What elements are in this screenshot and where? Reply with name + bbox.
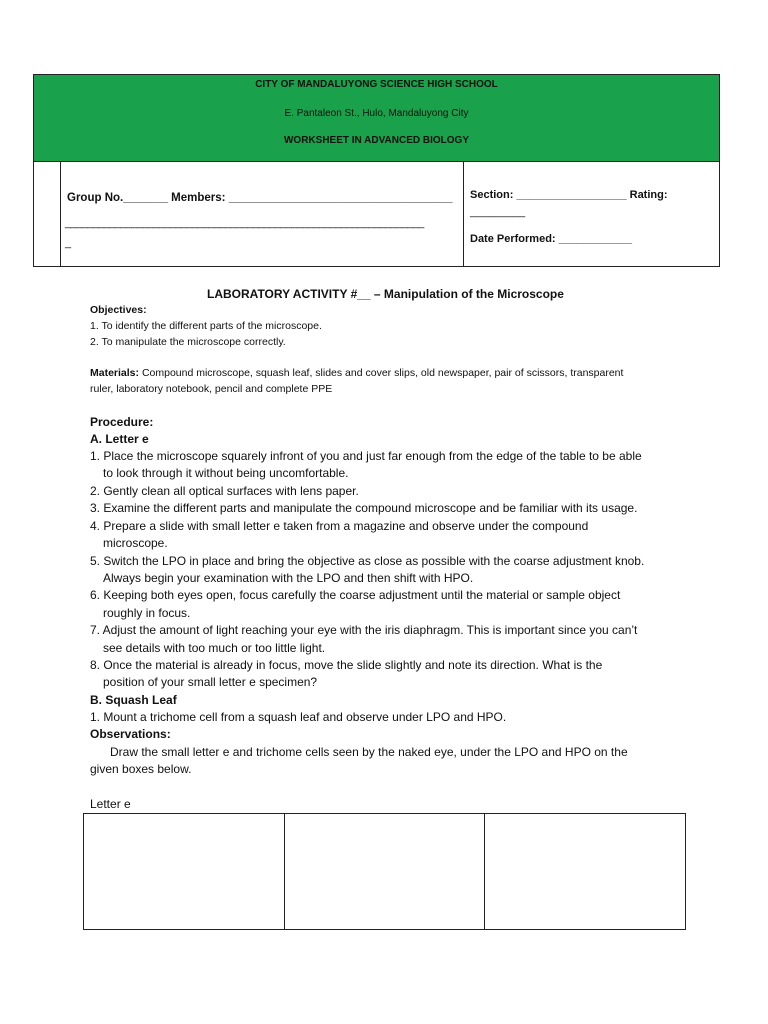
materials-text: Compound microscope, squash leaf, slides and cover slips, old newspaper, pair of scissors, transparent xyxy=(139,367,624,379)
header-table xyxy=(33,74,720,267)
procedure-heading: Procedure: xyxy=(90,415,154,429)
header-banner xyxy=(34,75,719,162)
procedure-line: 3. Examine the different parts and manipulate the compound microscope and be familiar with its usage. xyxy=(90,501,638,515)
procedure-line: 2. Gently clean all optical surfaces with lens paper. xyxy=(90,484,359,498)
procedure-line: to look through it without being uncomfortable. xyxy=(103,466,349,480)
objective-item: 2. To manipulate the microscope correctly. xyxy=(90,336,286,348)
procedure-line: position of your small letter e specimen? xyxy=(103,675,318,689)
objective-item: 1. To identify the different parts of the microscope. xyxy=(90,320,322,332)
materials-line-2: ruler, laboratory notebook, pencil and complete PPE xyxy=(90,383,333,395)
members-blank-line[interactable]: _________________________________________________________________ xyxy=(65,217,424,229)
drawing-box-lpo[interactable] xyxy=(285,814,486,929)
procedure-line: 6. Keeping both eyes open, focus carefully the coarse adjustment until the material or sample object xyxy=(90,588,621,602)
rating-blank[interactable]: _________ xyxy=(470,206,526,218)
materials-label: Materials: xyxy=(90,367,140,379)
materials-line xyxy=(90,367,623,379)
members-blank-tail: _ xyxy=(65,237,72,249)
observations-line: Draw the small letter e and trichome cells seen by the naked eye, under the LPO and HPO on the xyxy=(110,745,628,759)
procedure-line: microscope. xyxy=(103,536,168,550)
group-members-line[interactable]: Group No._______ Members: ___________________________________ xyxy=(67,192,453,204)
activity-title: LABORATORY ACTIVITY #__ – Manipulation of the Microscope xyxy=(207,287,564,301)
section-a-heading: A. Letter e xyxy=(90,432,149,446)
procedure-line: 7. Adjust the amount of light reaching your eye with the iris diaphragm. This is important since you can’t xyxy=(90,623,638,637)
school-address: E. Pantaleon St., Hulo, Mandaluyong City xyxy=(284,108,469,119)
header-fields xyxy=(34,162,719,267)
procedure-line: 4. Prepare a slide with small letter e taken from a magazine and observe under the compound xyxy=(90,519,589,533)
procedure-b-item: 1. Mount a trichome cell from a squash leaf and observe under LPO and HPO. xyxy=(90,710,507,724)
group-members-cell xyxy=(61,162,464,267)
header-blank-cell xyxy=(34,162,61,267)
drawing-boxes xyxy=(83,813,686,930)
procedure-line: Always begin your examination with the LPO and then shift with HPO. xyxy=(103,571,474,585)
drawing-box-hpo[interactable] xyxy=(485,814,685,929)
observations-heading: Observations: xyxy=(90,727,171,741)
drawing-box-naked-eye[interactable] xyxy=(84,814,285,929)
worksheet-title: WORKSHEET IN ADVANCED BIOLOGY xyxy=(283,135,469,146)
school-name: CITY OF MANDALUYONG SCIENCE HIGH SCHOOL xyxy=(255,79,498,90)
procedure-line: 1. Place the microscope squarely infront of you and just far enough from the edge of the table to be able xyxy=(90,449,642,463)
objectives-heading: Objectives: xyxy=(90,304,147,316)
procedure-line: 5. Switch the LPO in place and bring the objective as close as possible with the coarse adjustment knob. xyxy=(90,554,645,568)
observations-line-2: given boxes below. xyxy=(90,762,192,776)
drawing-label: Letter e xyxy=(90,797,131,811)
procedure-line: 8. Once the material is already in focus, move the slide slightly and note its direction. What is the xyxy=(90,658,603,672)
procedure-line: see details with too much or too little light. xyxy=(103,641,326,655)
section-b-heading: B. Squash Leaf xyxy=(90,693,177,707)
section-rating-cell xyxy=(464,162,721,267)
procedure-line: roughly in focus. xyxy=(103,606,191,620)
section-rating-line[interactable]: Section: __________________ Rating: xyxy=(470,189,668,201)
date-performed-line[interactable]: Date Performed: ____________ xyxy=(470,233,633,245)
